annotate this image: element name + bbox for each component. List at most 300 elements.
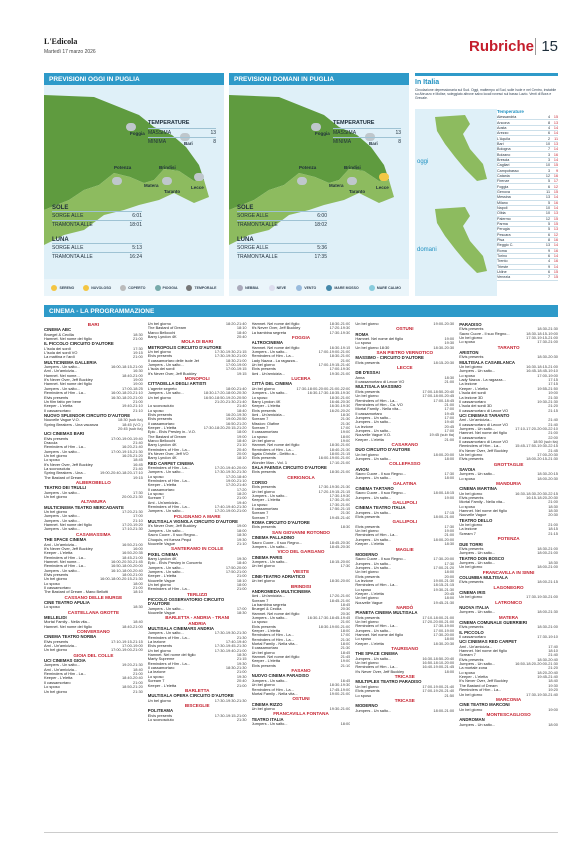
film-title: Scream 7 bbox=[147, 678, 165, 684]
fog-icon bbox=[237, 285, 243, 291]
city-heading: TERLIZZI bbox=[187, 591, 208, 597]
showtime-row bbox=[459, 610, 558, 614]
film-title: Lady Nazca - La ragazza... bbox=[251, 357, 299, 363]
page-number: 15 bbox=[535, 38, 558, 55]
film-title: Lo sposo bbox=[355, 692, 372, 698]
film-title: Reminders of Him - La... bbox=[355, 397, 398, 403]
city-heading: OSTUNI bbox=[396, 326, 414, 332]
showtimes: 16:50-18:20-20:00-21:30 bbox=[515, 661, 558, 667]
film-title: Hamnet. Nel nome del figlio bbox=[147, 652, 196, 658]
min-temp: 8 bbox=[213, 139, 216, 145]
cinema-name: NUOVO SPLENDOR CIRCUITO D'AUTORE bbox=[44, 412, 131, 418]
film-title: Jumpers - Un salto... bbox=[147, 527, 184, 533]
city-heading: COLLEPASSO bbox=[389, 461, 421, 467]
showtimes: 21:00 bbox=[548, 499, 558, 505]
showtimes: 18:00-18:15 bbox=[433, 490, 455, 496]
film-title: Elvis presents bbox=[44, 435, 69, 441]
showtimes: 18:30 bbox=[548, 559, 558, 565]
showtimes: 17:30-19:30-21:15 bbox=[214, 349, 247, 355]
showtimes: 18:00 bbox=[133, 580, 143, 586]
film-title: Un bel giorno bbox=[459, 490, 483, 496]
city-heading: LUCERA bbox=[291, 376, 311, 382]
city-bari: Bari bbox=[184, 141, 193, 146]
city-heading: CASSANO DELLE MURGE bbox=[64, 594, 123, 600]
showtimes: 17:30 bbox=[133, 489, 143, 495]
film-title: Barry Lyndon 4K bbox=[147, 555, 177, 561]
film-title: Lo sposo bbox=[355, 636, 372, 642]
film-title: Ami - Un'amicizia... bbox=[44, 643, 78, 649]
film-title: Jumpers - Un salto... bbox=[251, 558, 288, 564]
film-title: Lo sconosciuto bbox=[147, 716, 174, 722]
city-foggia: Foggia bbox=[315, 131, 330, 136]
cinema-name: CINEMA TEATRO NORBA bbox=[44, 634, 97, 640]
showtimes: 21:10 bbox=[236, 540, 247, 546]
temperature-row: Catania 12 16 bbox=[497, 173, 558, 178]
film-title: Nouvelle Vague bbox=[355, 599, 383, 605]
showtimes: 17:20-19:40-20:00 bbox=[214, 465, 247, 470]
min-temp: 8 bbox=[398, 139, 401, 145]
temperature-box: TEMPERATURE MASSIMA 13 MINIMA 8 bbox=[333, 120, 401, 145]
showtimes: 17:00-18:00-20:45 bbox=[422, 393, 455, 399]
cinema-name: ALTROCINEMA bbox=[251, 340, 284, 346]
showtimes: 16:00 bbox=[133, 545, 143, 551]
showtimes: 18:30 bbox=[236, 532, 247, 538]
film-title: Scream 7 bbox=[251, 597, 269, 603]
film-title: Elvis presents bbox=[355, 614, 380, 620]
showtimes: 18:30 bbox=[133, 331, 143, 337]
cinema-name: MASSIMO - CIRCUITO D'AUTORE bbox=[355, 355, 424, 361]
showtimes: 18:20-20:40 bbox=[537, 669, 558, 675]
city-heading: CERIGNOLA bbox=[287, 474, 315, 480]
showtimes: 17:30-19:30-21:00 bbox=[214, 353, 247, 359]
film-title: Keeper - L'eletta bbox=[251, 658, 281, 664]
showtimes: 16:00-18:00-20:15-21:30 bbox=[99, 576, 143, 582]
film-title: Ami - Un'amicizia... bbox=[251, 411, 285, 417]
film-title: Hamnet. Nel nome del figlio bbox=[44, 336, 92, 342]
showtimes: 18:00-20:00 bbox=[433, 536, 455, 542]
max-temp: 13 bbox=[395, 130, 401, 136]
film-title: Jumpers - Un salto... bbox=[355, 475, 392, 481]
film-title: Elvis presents bbox=[459, 624, 484, 630]
temperature-row: Bologna 7 14 bbox=[497, 147, 558, 152]
film-title: Lo sposo bbox=[459, 669, 475, 675]
showtimes: 18:00-21:30 bbox=[537, 609, 558, 615]
showtimes: 19:00 bbox=[340, 437, 351, 443]
temperature-row: Pisa 8 16 bbox=[497, 238, 558, 243]
showtimes: 20:30 bbox=[340, 606, 351, 612]
film-title: Reminders of Him - La... bbox=[147, 504, 190, 510]
film-title: Un bel giorno bbox=[44, 576, 68, 582]
film-title: Sacro Cuore - Il suo Regno... bbox=[355, 490, 406, 496]
showtimes: 17:30-19:15-21:00 bbox=[214, 712, 247, 718]
showtimes: 21:15 bbox=[548, 407, 558, 413]
film-title: Reminders of Him - La... bbox=[44, 444, 87, 450]
weather-tomorrow-panel bbox=[229, 73, 409, 296]
film-title: Un bel giorno bbox=[251, 578, 275, 584]
showtimes: 16:25-21:20 bbox=[122, 452, 143, 458]
showtimes: 20:00-21:30 bbox=[122, 494, 143, 500]
showtimes: 18:00 bbox=[236, 429, 247, 435]
showtimes: 17:30-21:00 bbox=[537, 339, 558, 345]
cinema-name: TEATRO DON BOSCO bbox=[459, 555, 505, 561]
film-title: Un bel giorno bbox=[251, 385, 275, 391]
film-title: Jumpers - Un salto... bbox=[147, 564, 184, 570]
film-title: Un bel giorno bbox=[355, 393, 379, 399]
film-title: Un bel giorno bbox=[355, 569, 379, 575]
city-heading: GALATINA bbox=[393, 480, 417, 486]
film-title: Jumpers - Un salto... bbox=[44, 489, 80, 495]
cloud-icon bbox=[126, 123, 136, 131]
city-heading: MONTESCAGLIOSO bbox=[486, 711, 531, 717]
showtimes: 19:30 bbox=[236, 660, 247, 666]
showtimes: 19:55-21:50 bbox=[537, 385, 558, 391]
showtimes: 17:30-18:20-20:15-21:20 bbox=[203, 424, 247, 430]
film-title: Reminders of Him - La... bbox=[147, 660, 190, 666]
showtimes: 20:45 (sub ita) bbox=[117, 425, 143, 431]
cinema-name: MULTICINEMA GALLERIA bbox=[44, 359, 97, 365]
showtimes: 18:00 bbox=[340, 628, 351, 634]
film-title: Un bel giorno bbox=[44, 494, 68, 500]
cinema-name: MULTISALA CASABLANCA bbox=[459, 359, 516, 365]
city-brindisi: Brindisi bbox=[344, 165, 361, 170]
film-title: Reminders of Him - Ca. VO bbox=[355, 401, 403, 407]
film-title: Elvis presents bbox=[459, 495, 484, 501]
showtimes: 19:30-21:30 bbox=[433, 586, 455, 592]
showtimes: 20:40 bbox=[236, 678, 247, 684]
temperature-row: Venezia 7 15 bbox=[497, 275, 558, 280]
showtimes: 18:40 bbox=[236, 329, 247, 335]
cinema-name: DUE TORRI bbox=[459, 541, 483, 547]
showtimes: 18:30-21:00 bbox=[329, 442, 351, 448]
showtimes: 21:10 bbox=[133, 407, 143, 413]
temperature-row: Arezzo 6 14 bbox=[497, 131, 558, 136]
cinema-name: PICCOLO OSSERVATORIO CIRCUITO D'AUTORE bbox=[147, 596, 225, 607]
film-title: Hamnet. Nel nome del figlio bbox=[459, 430, 507, 436]
showtimes: 17:10-21:00 bbox=[329, 459, 351, 465]
film-title: Scream 7 bbox=[459, 652, 476, 658]
film-title: Epic - Elvis Presley in...V.O. bbox=[147, 429, 196, 435]
showtimes: 20:45 bbox=[444, 590, 455, 596]
showtime-row bbox=[355, 542, 454, 546]
showtimes: 17:15 bbox=[444, 509, 455, 515]
city-heading: GROTTAGLIE bbox=[493, 461, 524, 467]
showtimes: 21:00 bbox=[133, 398, 143, 404]
showtimes: 17:00-19:15-21:40 bbox=[318, 362, 351, 368]
film-title: Jumpers - Un salto... bbox=[355, 536, 392, 542]
film-title: Un bel giorno bbox=[355, 619, 379, 624]
showtimes: 17:00-19:30 bbox=[329, 366, 351, 372]
showtimes: 19:20-21:30 bbox=[122, 662, 143, 668]
city-heading: MAGLIE bbox=[395, 546, 414, 552]
city-heading: SAN PIETRO VERNOTICO bbox=[376, 350, 434, 356]
showtimes: 17:00-19:00-21:00 bbox=[110, 647, 143, 653]
showtimes: 17:00-21:20 bbox=[433, 564, 455, 570]
city-lecce: Lecce bbox=[376, 185, 389, 190]
temperature-row: Trento 4 16 bbox=[497, 259, 558, 264]
film-title: Hamnet. Nel nome del figlio bbox=[44, 381, 92, 387]
showtimes: 18:10 bbox=[133, 589, 143, 595]
showtime-row bbox=[459, 595, 558, 599]
showtimes: 18:30 bbox=[548, 503, 558, 509]
city-matera: Matera bbox=[329, 183, 344, 188]
cinema-name: DB D'ESSAI bbox=[355, 370, 380, 376]
showtimes: 18:00 bbox=[340, 433, 351, 439]
showtimes: 18:40 bbox=[548, 678, 558, 684]
sun-icon bbox=[51, 285, 57, 291]
film-title: Lo sposo bbox=[44, 457, 60, 463]
film-title: Jumpers - Un salto... bbox=[459, 550, 496, 556]
city-heading: CASAMASSIMA bbox=[76, 531, 111, 537]
showtimes: 19:45-21:40 bbox=[537, 674, 558, 680]
city-heading: POLIGNANO A MARE bbox=[173, 513, 221, 519]
film-title: L'isola dei sordi bbox=[147, 366, 175, 372]
showtimes: 18:15-20:00 bbox=[329, 558, 351, 564]
cinema-name: ROMA bbox=[355, 331, 369, 337]
film-title: Jumpers - Un salto... bbox=[44, 448, 80, 454]
city-brindisi: Brindisi bbox=[159, 165, 176, 170]
weather-today-panel bbox=[44, 73, 224, 296]
showtimes: 16:00-18:15-21:00 bbox=[110, 364, 143, 370]
showtimes: 19:00 bbox=[340, 658, 351, 664]
showtime-row bbox=[148, 587, 247, 591]
film-title: Spring Breakers - Una... bbox=[44, 470, 86, 476]
showtimes: 18:30-19:00-21:00 bbox=[318, 623, 351, 629]
temperature-row: Genova 11 15 bbox=[497, 189, 558, 194]
film-title: Jumpers - Un salto... bbox=[251, 720, 288, 726]
showtimes: 19:00 bbox=[444, 336, 455, 342]
city-bari: Bari bbox=[369, 141, 378, 146]
showtimes: 18:45-21:00 bbox=[122, 554, 143, 560]
film-title: Ami - Un'amicizia... bbox=[44, 666, 78, 672]
film-title: Reminders of Him - La... bbox=[459, 687, 502, 693]
film-title: Jumpers - Un salto... bbox=[355, 427, 392, 433]
cinema-name: DUO CIRCUITO D'AUTORE bbox=[355, 447, 411, 453]
film-title: Un bel giorno bbox=[251, 563, 275, 569]
film-title: Un film fatto per bene bbox=[44, 398, 82, 404]
film-title: It's Never Over, Jeff Buckley bbox=[44, 377, 93, 383]
showtime-row bbox=[252, 564, 351, 568]
showtimes: 17:00-19:00 bbox=[433, 627, 455, 633]
temperature-row: Udine 6 15 bbox=[497, 270, 558, 275]
temperature-row: Milano 5 16 bbox=[497, 200, 558, 205]
showtimes: 16:50-18:50-19:20-20:50 bbox=[203, 394, 247, 400]
film-title: Lo sposo bbox=[355, 340, 372, 346]
film-title: La bambina segreta bbox=[251, 601, 286, 607]
film-title: Il cassamortaro bbox=[44, 407, 71, 413]
showtimes: 21:20 bbox=[548, 403, 558, 409]
showtimes: 18:30-20:30 bbox=[433, 344, 455, 350]
cinema-name: MULTICINEMA TEATRO MERCADANTE bbox=[44, 504, 124, 510]
city-heading: MANDURIA bbox=[496, 481, 522, 487]
cinema-name: IL PICCOLO CIRCUITO D'AUTORE bbox=[44, 341, 114, 347]
cinema-name: CINE TEATRO MARCONI bbox=[459, 702, 510, 708]
film-title: Jumpers - Un salto... bbox=[44, 385, 80, 391]
showtimes: 17:00 bbox=[236, 605, 247, 611]
film-title: Reminders of Him - La... bbox=[251, 636, 294, 642]
showtimes: 16:30-18:30-20:30-22:15 bbox=[515, 490, 558, 496]
film-title: Bruegel & Cecilia bbox=[44, 331, 74, 337]
film-title: Un bel giorno bbox=[459, 364, 483, 370]
film-title: Hamnet. Nel nome del figlio bbox=[44, 623, 92, 629]
film-title: Elvis presents bbox=[459, 326, 484, 332]
film-title: Hamnet. Nel nome del figlio bbox=[355, 336, 404, 342]
city-heading: VICO DEL GARGANO bbox=[277, 549, 325, 555]
showtimes: 17:30-19:00 bbox=[433, 623, 455, 629]
film-title: Un bel giorno bbox=[251, 682, 275, 688]
film-title: La mattina e l'ardi bbox=[44, 354, 75, 360]
film-title: Bruegel & Cecilia bbox=[251, 606, 282, 612]
film-title: Jumpers - Un salto... bbox=[251, 543, 288, 549]
cinema-name: MULTISALA VIGNOLA CIRCUITO D'AUTORE bbox=[147, 519, 239, 525]
city-heading: LECCE bbox=[397, 365, 413, 371]
showtimes: 17:00-19:00-19:40 bbox=[110, 435, 143, 441]
showtimes: 18:30 bbox=[236, 652, 247, 658]
film-title: Jumpers - Un salto... bbox=[147, 568, 184, 574]
film-title: Jumpers - Un salto... bbox=[355, 627, 392, 633]
cloud-icon bbox=[311, 123, 321, 131]
film-title: Lo sposo bbox=[251, 394, 268, 400]
sun-cloud-icon bbox=[379, 173, 389, 181]
film-title: Elvis presents bbox=[459, 656, 484, 662]
film-title: Barry Lyndon 4K bbox=[147, 442, 177, 448]
showtime-row bbox=[459, 723, 558, 727]
film-title: Scream 7 bbox=[251, 514, 269, 520]
film-title: Dracula bbox=[44, 439, 58, 445]
film-title: Un bel giorno bbox=[459, 335, 483, 341]
film-title: La lezione bbox=[147, 639, 166, 645]
showtimes: 20:00 bbox=[444, 573, 455, 579]
film-title: The Bastard of Dream bbox=[459, 682, 498, 688]
film-title: Epic - Elvis Presley in Concerto bbox=[147, 560, 203, 566]
cinema-name: ANDROMAN bbox=[459, 717, 485, 723]
film-title: Lo sconosciuto bbox=[147, 403, 174, 409]
showtimes: 17:50-20:00 bbox=[225, 564, 247, 570]
today-map-label: oggi bbox=[417, 159, 429, 165]
film-title: Jumpers - Un salto... bbox=[355, 414, 392, 420]
film-title: Reminders of Him - La... bbox=[147, 446, 190, 452]
showtimes: 19:00 bbox=[236, 523, 247, 529]
showtimes: 17:30-19:15-21:00 bbox=[526, 335, 558, 341]
section-title: Rubriche bbox=[468, 38, 534, 55]
city-heading: GIOIA DEL COLLE bbox=[73, 652, 114, 658]
film-title: Jumpers - Un salto... bbox=[355, 419, 392, 425]
city-potenza: Potenza bbox=[114, 165, 132, 170]
film-title: It's Never Over, Jeff Buckley bbox=[459, 678, 508, 684]
showtimes: 21:10 bbox=[340, 662, 351, 668]
showtimes: 18:10 bbox=[236, 577, 247, 583]
film-title: Sacro Cuore - Il suo Regno... bbox=[355, 556, 406, 562]
film-title: Un bel giorno bbox=[355, 322, 379, 326]
showtime-row bbox=[44, 690, 143, 694]
film-title: Un bel giorno bbox=[459, 564, 483, 570]
showtimes: 19:30-21:30 bbox=[537, 398, 558, 404]
film-title: Elvis presents bbox=[355, 388, 380, 394]
showtimes: 21:00 bbox=[444, 379, 455, 385]
showtimes: 17:30-21:00 bbox=[329, 501, 351, 507]
film-title: Elvis presents bbox=[251, 469, 276, 475]
film-title: Keeper - L'eletta bbox=[355, 541, 384, 547]
cinema-name: MODERNO bbox=[355, 551, 378, 557]
film-title: Jumpers - Un salto... bbox=[355, 707, 392, 713]
showtimes: 18:30 bbox=[236, 610, 247, 615]
showtimes: 18:00-21:15 bbox=[537, 579, 558, 585]
weather-today-title: PREVISIONI OGGI IN PUGLIA bbox=[44, 73, 224, 85]
film-title: Reminders of Him - La... bbox=[355, 623, 398, 629]
showtimes: 21:30 bbox=[340, 636, 351, 642]
showtimes: 17:50-21:00 bbox=[225, 568, 247, 574]
wind-icon bbox=[296, 285, 302, 291]
showtimes: 18:30-20:00 bbox=[329, 578, 351, 584]
showtimes: 19:00 bbox=[133, 381, 143, 387]
showtimes: 18:00 bbox=[444, 569, 455, 575]
showtimes: 16:30-19:15 bbox=[329, 344, 351, 350]
calm-sea-icon bbox=[369, 285, 375, 291]
showtimes: 19:40 bbox=[444, 419, 455, 425]
film-title: Jumpers - Un salto... bbox=[251, 493, 288, 499]
film-title: Elvis presents bbox=[251, 662, 276, 668]
showtimes: 18:40 bbox=[133, 666, 143, 672]
showtimes: 16:30 bbox=[133, 368, 143, 374]
city-matera: Matera bbox=[144, 183, 159, 188]
showtime-row bbox=[459, 551, 558, 555]
cinema-name: CINEMA IRIS bbox=[459, 589, 486, 595]
film-title: Sacro Cuore - Il suo Regno... bbox=[355, 471, 406, 476]
film-title: Il cassamortaro bbox=[147, 486, 175, 492]
showtimes: 18:45-21:00 bbox=[329, 597, 351, 603]
showtimes: 18:40-21:00 bbox=[122, 623, 143, 629]
showtimes: 21:40 bbox=[548, 417, 558, 423]
film-title: Hamnet. Nel nome del figlio bbox=[251, 442, 300, 448]
city-heading: TRICASE bbox=[394, 697, 415, 703]
city-foggia: Foggia bbox=[130, 131, 145, 136]
cinema-name: CINEMA PALLADINO bbox=[251, 535, 295, 541]
film-title: Jumpers - Un salto... bbox=[44, 526, 80, 532]
showtimes: 18:45-20:30 bbox=[329, 543, 351, 549]
city-heading: BRINDISI bbox=[290, 583, 312, 589]
cinema-name: MULTIPLEX TEATRO PARADISO bbox=[355, 679, 422, 685]
showtimes: 18:50 (sub ita) bbox=[533, 438, 558, 444]
city-heading: SANTERAMO IN COLLE bbox=[171, 546, 224, 552]
showtimes: 21:00 bbox=[133, 336, 143, 342]
film-title: Nouvelle Vague bbox=[147, 540, 175, 546]
showtimes: 21:45 bbox=[340, 654, 351, 660]
showtimes: 17:30 bbox=[133, 345, 143, 351]
film-title: Un bel giorno bbox=[355, 528, 379, 534]
footer-rule bbox=[44, 832, 558, 833]
film-title: It's Never Over, Jeff Buckley bbox=[147, 370, 197, 376]
listing-column bbox=[44, 322, 143, 827]
film-title: La lezione bbox=[459, 526, 477, 532]
page-header bbox=[0, 0, 580, 60]
film-title: Hamnet. Nel nome... bbox=[44, 372, 80, 378]
showtimes: 17:15 bbox=[548, 381, 558, 387]
film-title: Elvis presents bbox=[459, 579, 484, 585]
showtimes: 19:00-21:10 bbox=[225, 478, 247, 484]
film-title: Keeper - L'eletta bbox=[44, 550, 73, 556]
weather-legend: NEBBIA NEVE VENTO MARE MOSSO MARE CALMO bbox=[229, 279, 409, 296]
city-heading: TRICASE bbox=[394, 674, 415, 680]
showtimes: 18:45 bbox=[133, 457, 143, 463]
film-title: Elvis presents bbox=[459, 456, 484, 462]
showtimes: 16:46-20:30 bbox=[329, 398, 351, 404]
cinema-name: PIXEL CINEMA bbox=[147, 551, 179, 557]
showtimes: 21:00 bbox=[340, 619, 351, 625]
cinema-name: UCI CINEMAS BARI bbox=[44, 431, 85, 437]
showtimes: 17:50-21:15 bbox=[329, 506, 351, 512]
showtimes: 18:00 bbox=[340, 641, 351, 647]
film-title: Keeper - L'eletta bbox=[147, 682, 177, 688]
showtimes: 17:30-19:30-21:40 bbox=[526, 691, 558, 697]
